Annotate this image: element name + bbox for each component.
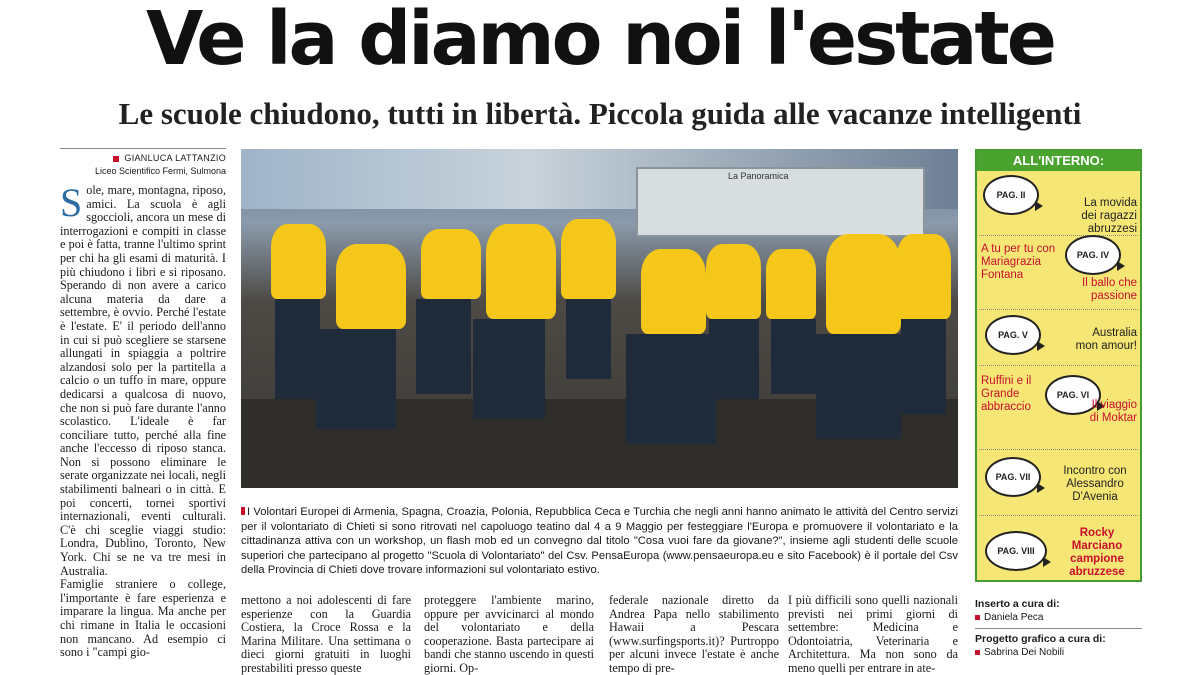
photo-bus — [636, 167, 925, 237]
design-credit-label: Progetto grafico a cura di: — [975, 633, 1106, 645]
sidebar-item-ballo: Il ballo che passione — [1082, 277, 1137, 302]
article-paragraph-1: ole, mare, montagna, riposo, amici. La scuola è agli sgoccioli, ancora un mese di interrogazioni e compiti in classe e poi è fatta, tranne l'ultimo sprint per chi ha gli esami di maturità. I più chiudono i libri e si riposano. Sperando di non avere a carico alcuna materia da dare a settembre, è ovvio. Perché l'estate è l'estate. E' il periodo dell'anno in cui si può scegliere se starsene allungati in spiaggia a poltrire alzandosi solo per la partitella a calcio o un tuffo in mare, oppure dedicarsi a qualcosa di nuovo, che non si può fare durante l'anno scolastico. L'ideale è far conciliare tutto, perché alla fine anche l'eccesso di riposo stanca. Non si possono eliminare le serate organizzate nei locali, negli stabilimenti balneari o in città. E poi concerti, tornei sportivi internazionali, eventi culturali. C'è chi sceglie viaggi studio: Londra, Dublino, Toronto, New York. Chi se ne va tre mesi in Australia. — [60, 184, 226, 578]
author-affiliation: Liceo Scientifico Fermi, Sulmona — [94, 166, 226, 176]
sidebar-separator — [979, 515, 1138, 516]
dancer-legs — [473, 319, 545, 419]
author-name: GIANLUCA LATTANZIO — [60, 152, 226, 165]
sidebar-item-fontana: A tu per tu con Mariagrazia Fontana — [981, 243, 1056, 281]
subheadline: Le scuole chiudono, tutti in libertà. Piccola guida alle vacanze intelligenti — [118, 96, 1082, 131]
article-column-4: federale nazionale diretto da Andrea Papa nello stabilimento Hawaii a Pescara (www.surfingsports.it)? Purtroppo per alcuni invece l'estate è anche tempo di pre- — [609, 594, 779, 675]
design-credit-name: Sabrina Dei Nobili — [975, 646, 1142, 660]
dancer-legs — [816, 334, 901, 439]
sidebar-item-davenia: Incontro con Alessandro D'Avenia — [1063, 465, 1127, 503]
byline — [60, 152, 226, 178]
photo-caption: I Volontari Europei di Armenia, Spagna, Croazia, Polonia, Repubblica Ceca e Turchia che negli anni hanno animato le attività del Centro servizi per il volontariato di Chieti si sono ritrovati nel capoluogo teatino dal 4 a 9 Maggio per festeggiare l'Europa e promuovere il volontariato e la cittadinanza attiva con un workshop, un flash mob ed un convegno dal titolo "Cosa vuoi fare da giovane?", insieme agli studenti delle scuole superiori che partecipano al progetto "Scuola di Volontariato" del Csv. PensaEuropa (www.pensaeuropa.eu e sito Facebook) è il portale del Csv della Provincia di Chieti dove trovare informazioni sul volontariato estivo. — [241, 506, 958, 576]
dancer-legs — [771, 319, 816, 394]
dancer — [486, 224, 556, 319]
page-bubble-5: PAG. V — [985, 315, 1041, 355]
dancer-legs — [709, 319, 759, 399]
dancer — [641, 249, 706, 334]
page-bubble-6: PAG. VI — [1045, 375, 1101, 415]
dancer-legs — [566, 299, 611, 379]
sidebar-item-moktar: Il viaggio di Moktar — [1089, 399, 1137, 424]
dancer — [706, 244, 761, 319]
page-bubble-2: PAG. II — [983, 175, 1039, 215]
dancer-legs — [901, 319, 946, 414]
sidebar-item-marciano: Rocky Marciano campione abruzzese — [1069, 527, 1125, 578]
article-paragraph-2: Famiglie straniere o college, l'importante è fare esperienza e imparare la lingua. Ma anche per chi rimane in Italia le occasioni non mancano. Ad esempio ci sono i "campi gio- — [60, 577, 226, 660]
article-column-5: I più difficili sono quelli nazionali previsti nei primi giorni di settembre: Medicina e Odontoiatria, Veterinaria e Architettura. Ma non sono da meno quelli per entrare in ate- — [788, 594, 958, 675]
credits-divider — [975, 628, 1142, 629]
sidebar-item-movida: La movida dei ragazzi abruzzesi — [1081, 197, 1137, 235]
insert-credit-label: Inserto a cura di: — [975, 598, 1060, 610]
credits-box — [975, 597, 1142, 660]
headline: Ve la diamo noi l'estate — [146, 0, 1054, 82]
article-column-1 — [60, 184, 226, 675]
sidebar-item-ruffini: Ruffini e il Grande abbraccio — [981, 375, 1032, 413]
byline-rule — [60, 148, 226, 149]
page-bubble-7: PAG. VII — [985, 457, 1041, 497]
insert-credit-name: Daniela Peca — [975, 611, 1142, 625]
sidebar-separator — [979, 309, 1138, 310]
dancer — [896, 234, 951, 319]
dancer — [421, 229, 481, 299]
sidebar-separator — [979, 449, 1138, 450]
photo-sign: La Panoramica — [728, 171, 789, 181]
dancer-legs — [416, 299, 471, 394]
dancer-legs — [275, 299, 320, 399]
dancer — [271, 224, 326, 299]
article-column-2: mettono a noi adolescenti di fare esperienze con la Guardia Costiera, la Croce Rossa e la Marina Militare. Una settimana o dieci giorni gratuiti in luoghi prestabiliti presso queste — [241, 594, 411, 675]
dancer — [766, 249, 816, 319]
page-bubble-8: PAG. VIII — [985, 531, 1047, 571]
article-column-3: proteggere l'ambiente marino, oppure per avvicinarci al mondo del volontariato e della cooperazione. Basta partecipare ai bandi che stanno uscendo in questi giorni. Op- — [424, 594, 594, 675]
dancer-legs — [626, 334, 716, 444]
page-bubble-4: PAG. IV — [1065, 235, 1121, 275]
flash-mob-photo — [241, 149, 958, 488]
inside-sidebar — [975, 149, 1142, 582]
sidebar-item-australia: Australia mon amour! — [1075, 327, 1137, 352]
sidebar-separator — [979, 235, 1138, 236]
dancer-legs — [316, 329, 396, 429]
dropcap: S — [60, 184, 83, 225]
dancer — [826, 234, 901, 334]
dancer — [336, 244, 406, 329]
dancer — [561, 219, 616, 299]
sidebar-title: ALL'INTERNO: — [977, 151, 1140, 171]
sidebar-separator — [979, 365, 1138, 366]
